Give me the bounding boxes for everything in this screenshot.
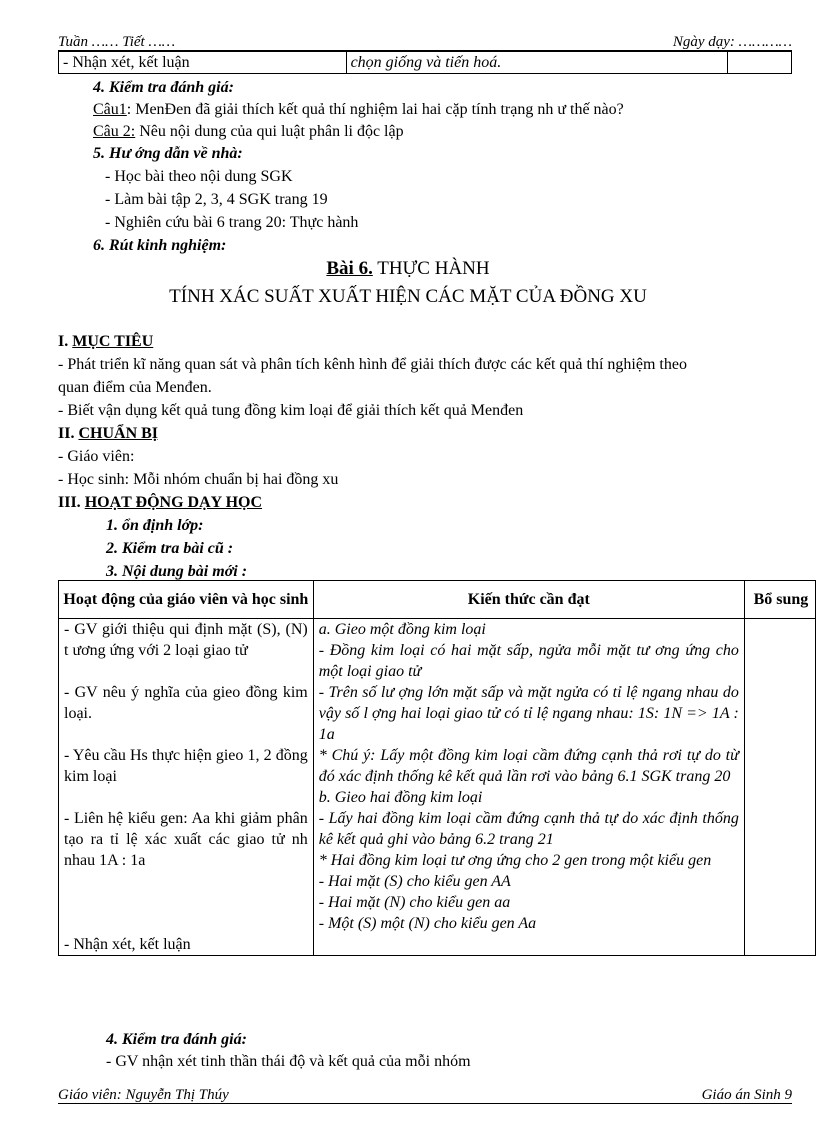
spacer — [64, 724, 308, 745]
knowledge-cell — [313, 619, 744, 956]
activity-text: - GV nêu ý nghĩa của gieo đồng kim loại. — [64, 684, 308, 722]
activity-cell — [59, 619, 314, 956]
preparation-line: - Giáo viên: — [58, 448, 135, 465]
top-table-col3 — [727, 52, 791, 74]
header-left: Tuần …… Tiết …… — [58, 34, 176, 50]
section-4b-title: 4. Kiểm tra đánh giá: — [106, 1031, 247, 1048]
objective-line: - Biết vận dụng kết quả tung đồng kim loại để giải thích kết quả Menđen — [58, 402, 524, 419]
top-table-col1: - Nhận xét, kết luận — [59, 52, 347, 74]
knowledge-text: b. Gieo hai đồng kim loại — [318, 789, 483, 806]
knowledge-text: - Hai mặt (N) cho kiểu gen aa — [318, 894, 511, 911]
knowledge-text: * Chú ý: Lấy một đồng kim loại cầm đứng cạnh thả rơi tự do từ đó xác định thống kê kết quả lần rơi vào bảng 6.1 SGK trang 20 — [318, 747, 739, 785]
part-3-title: HOẠT ĐỘNG DẠY HỌC — [84, 494, 263, 511]
section-4b-line: - GV nhận xét tinh thần thái độ và kết quả của mỗi nhóm — [106, 1053, 471, 1070]
table-header-activity: Hoạt động của giáo viên và học sinh — [59, 581, 314, 619]
section-6-title: 6. Rút kinh nghiệm: — [93, 237, 227, 254]
objective-line: - Phát triển kĩ năng quan sát và phân tích kênh hình để giải thích được các kết quả thí nghiệm theo — [58, 356, 687, 373]
activity-text: - GV giới thiệu qui định mặt (S), (N) t ương ứng với 2 loại giao tử — [64, 621, 308, 659]
question-2-text: Nêu nội dung của qui luật phân li độc lập — [135, 123, 404, 140]
part-3-heading — [58, 492, 262, 513]
header-right: Ngày dạy: ………… — [672, 34, 792, 50]
preparation-line: - Học sinh: Mỗi nhóm chuẩn bị hai đồng xu — [58, 471, 339, 488]
knowledge-text: - Trên số lư ợng lớn mặt sấp và mặt ngửa có tỉ lệ ngang nhau do vậy số l ợng hai loại giao tử có tỉ lệ ngang nhau: 1S: 1N => 1A : 1a — [318, 684, 739, 743]
activity-text: - Yêu cầu Hs thực hiện gieo 1, 2 đồng kim loại — [64, 747, 308, 785]
spacer — [64, 661, 308, 682]
spacer — [64, 787, 308, 808]
knowledge-text: - Đồng kim loại có hai mặt sấp, ngửa mỗi mặt tư ơng ứng cho một loại giao tử — [318, 642, 739, 680]
knowledge-text: a. Gieo một đồng kim loại — [318, 621, 486, 638]
part-1-title: MỤC TIÊU — [72, 333, 154, 350]
part-2-title: CHUẨN BỊ — [78, 425, 159, 442]
step-item: 2. Kiểm tra bài cũ : — [106, 540, 234, 557]
footer-right: Giáo án Sinh 9 — [701, 1087, 792, 1103]
section-4-title: 4. Kiểm tra đánh giá: — [93, 79, 234, 96]
lesson-label-rest: THỰC HÀNH — [372, 258, 490, 279]
part-1-heading — [58, 331, 153, 352]
knowledge-text: - Hai mặt (S) cho kiểu gen AA — [318, 873, 511, 890]
top-table-col2: chọn giống và tiến hoá. — [346, 52, 727, 74]
part-3-num: III. — [58, 494, 85, 511]
page-header — [58, 32, 792, 51]
footer-left: Giáo viên: Nguyễn Thị Thúy — [58, 1087, 229, 1103]
spacer — [64, 871, 308, 934]
lesson-subtitle: TÍNH XÁC SUẤT XUẤT HIỆN CÁC MẶT CỦA ĐỒNG XU — [169, 286, 647, 307]
lesson-title — [0, 258, 816, 279]
activity-table — [58, 580, 816, 956]
supplement-cell — [744, 619, 815, 956]
part-1-num: I. — [58, 333, 73, 350]
knowledge-text: * Hai đồng kim loại tư ơng ứng cho 2 gen trong một kiểu gen — [318, 852, 712, 869]
question-1 — [93, 99, 624, 120]
part-2-num: II. — [58, 425, 79, 442]
section-5-title: 5. Hư ớng dẫn về nhà: — [93, 145, 243, 162]
knowledge-text: - Lấy hai đồng kim loại cầm đứng cạnh thả tự do xác định thống kê kết quả ghi vào bảng 6.2 trang 21 — [318, 810, 739, 848]
homework-item: - Nghiên cứu bài 6 trang 20: Thực hành — [105, 214, 359, 231]
page-footer — [58, 1085, 792, 1104]
step-item: 1. ổn định lớp: — [106, 517, 204, 534]
objective-line: quan điểm của Menđen. — [58, 379, 212, 396]
knowledge-text: - Một (S) một (N) cho kiểu gen Aa — [318, 915, 537, 932]
table-header-knowledge: Kiến thức cần đạt — [313, 581, 744, 619]
homework-item: - Học bài theo nội dung SGK — [105, 168, 293, 185]
homework-item: - Làm bài tập 2, 3, 4 SGK trang 19 — [105, 191, 328, 208]
step-item: 3. Nội dung bài mới : — [106, 563, 248, 580]
table-header-supplement: Bổ sung — [744, 581, 815, 619]
question-1-text: : MenĐen đã giải thích kết quả thí nghiệm lai hai cặp tính trạng nh ư thế nào? — [126, 101, 624, 118]
activity-text: - Nhận xét, kết luận — [64, 936, 191, 953]
activity-text: - Liên hệ kiểu gen: Aa khi giảm phân tạo ra tỉ lệ xác xuất các giao tử nh nhau 1A : 1a — [64, 810, 308, 869]
table-header-row — [59, 581, 816, 619]
question-1-label: Câu1 — [93, 101, 127, 118]
top-table — [58, 51, 792, 74]
part-2-heading — [58, 423, 158, 444]
lesson-label: Bài 6. — [326, 258, 373, 279]
table-row — [59, 619, 816, 956]
question-2 — [93, 121, 404, 142]
question-2-label: Câu 2: — [93, 123, 136, 140]
